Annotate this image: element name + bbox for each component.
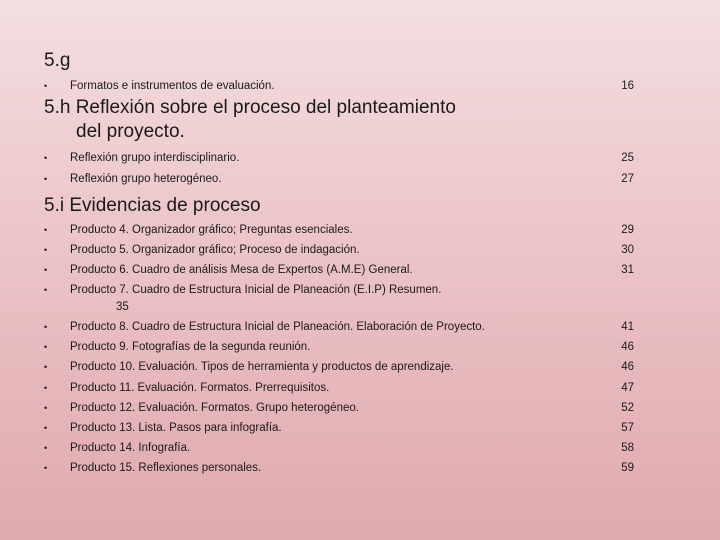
list-item [0, 242, 720, 258]
bullet: • [44, 285, 48, 295]
item-label: Producto 13. Lista. Pasos para infografía. [70, 422, 282, 434]
page-number-continuation: 35 [116, 301, 129, 313]
item-label: Producto 11. Evaluación. Formatos. Prerrequisitos. [70, 382, 330, 394]
bullet: • [44, 245, 48, 255]
list-item [0, 440, 720, 456]
bullet: • [44, 383, 48, 393]
bullet: • [44, 225, 48, 235]
list-item [0, 380, 720, 396]
item-label: Producto 7. Cuadro de Estructura Inicial de Planeación (E.I.P) Resumen. [70, 284, 442, 296]
section-heading-5h: 5.h Reflexión sobre el proceso del planteamiento [44, 97, 456, 118]
page-number: 47 [621, 382, 634, 394]
bullet: • [44, 403, 48, 413]
page-number: 52 [621, 402, 634, 414]
page-number: 58 [621, 442, 634, 454]
section-heading-5g: 5.g [44, 50, 71, 71]
list-item [0, 150, 720, 166]
list-item [0, 171, 720, 187]
page-number: 46 [621, 361, 634, 373]
item-label: Producto 4. Organizador gráfico; Preguntas esenciales. [70, 224, 353, 236]
list-item [0, 282, 720, 298]
list-item [0, 339, 720, 355]
item-label: Producto 15. Reflexiones personales. [70, 462, 262, 474]
list-item [0, 222, 720, 238]
page-number: 29 [621, 224, 634, 236]
list-item [0, 420, 720, 436]
bullet: • [44, 423, 48, 433]
item-label: Producto 10. Evaluación. Tipos de herramienta y productos de aprendizaje. [70, 361, 454, 373]
list-item [0, 460, 720, 476]
item-label: Formatos e instrumentos de evaluación. [70, 80, 275, 92]
page-number: 41 [621, 321, 634, 333]
page-number: 16 [621, 80, 634, 92]
page-number: 31 [621, 264, 634, 276]
item-label: Producto 6. Cuadro de análisis Mesa de Expertos (A.M.E) General. [70, 264, 413, 276]
page-number: 30 [621, 244, 634, 256]
page-number: 59 [621, 462, 634, 474]
bullet: • [44, 342, 48, 352]
list-item [0, 400, 720, 416]
page-number: 57 [621, 422, 634, 434]
bullet: • [44, 443, 48, 453]
item-label: Producto 14. Infografía. [70, 442, 191, 454]
bullet: • [44, 463, 48, 473]
item-label: Producto 8. Cuadro de Estructura Inicial de Planeación. Elaboración de Proyecto. [70, 321, 485, 333]
page-number: 27 [621, 173, 634, 185]
bullet: • [44, 322, 48, 332]
bullet: • [44, 174, 48, 184]
list-item [0, 359, 720, 375]
bullet: • [44, 362, 48, 372]
bullet: • [44, 265, 48, 275]
list-item [0, 319, 720, 335]
item-label: Reflexión grupo heterogéneo. [70, 173, 222, 185]
page-number: 46 [621, 341, 634, 353]
section-heading-5h-continued: del proyecto. [76, 121, 185, 142]
item-label: Reflexión grupo interdisciplinario. [70, 152, 240, 164]
item-label: Producto 12. Evaluación. Formatos. Grupo heterogéneo. [70, 402, 359, 414]
item-label: Producto 9. Fotografías de la segunda reunión. [70, 341, 311, 353]
bullet: • [44, 81, 48, 91]
item-label: Producto 5. Organizador gráfico; Proceso de indagación. [70, 244, 360, 256]
section-heading-5i: 5.i Evidencias de proceso [44, 195, 261, 216]
list-item [0, 262, 720, 278]
list-item [0, 78, 720, 94]
bullet: • [44, 153, 48, 163]
page-number: 25 [621, 152, 634, 164]
